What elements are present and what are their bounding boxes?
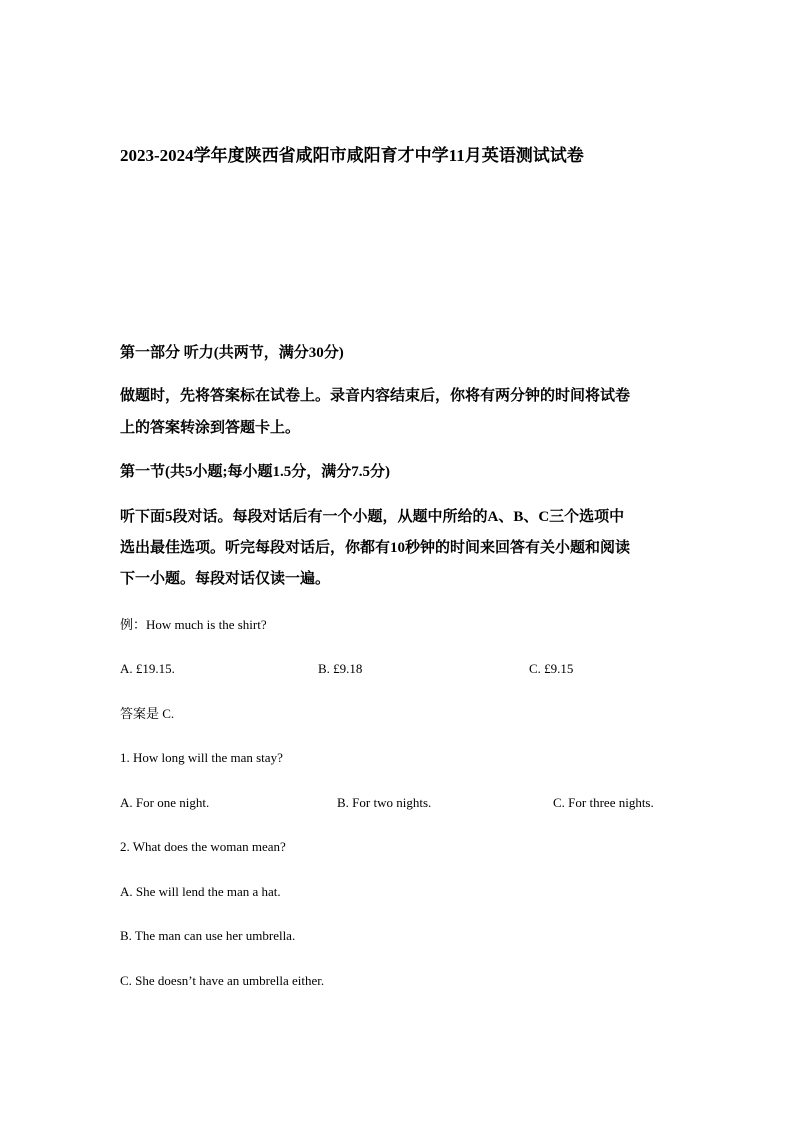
question-1-option-c: C. For three nights. [553, 795, 654, 810]
example-question: 例：How much is the shirt? [120, 617, 267, 632]
part1-instruction-line1: 做题时，先将答案标在试卷上。录音内容结束后，你将有两分钟的时间将试卷 [120, 388, 631, 404]
question-1-text: 1. How long will the man stay? [120, 750, 283, 765]
question-2-option-b: B. The man can use her umbrella. [120, 928, 296, 943]
section1-directions-line1: 听下面5段对话。每段对话后有一个小题，从题中所给的A、B、C三个选项中 [120, 509, 625, 525]
question-1-option-b: B. For two nights. [337, 795, 432, 810]
part1-heading: 第一部分 听力(共两节，满分30分) [120, 345, 344, 361]
question-2-option-a: A. She will lend the man a hat. [120, 884, 281, 899]
section1-directions-line2: 选出最佳选项。听完每段对话后，你都有10秒钟的时间来回答有关小题和阅读 [120, 540, 631, 556]
section1-heading: 第一节(共5小题;每小题1.5分，满分7.5分) [120, 464, 390, 480]
question-1-option-a: A. For one night. [120, 795, 210, 810]
section1-directions-line3: 下一小题。每段对话仅读一遍。 [120, 571, 331, 587]
example-option-a: A. £19.15. [120, 661, 175, 676]
example-answer: 答案是 C. [120, 706, 175, 721]
question-2-option-c: C. She doesn’t have an umbrella either. [120, 973, 325, 988]
page-title: 2023-2024学年度陕西省咸阳市咸阳育才中学11月英语测试试卷 [120, 146, 584, 165]
question-2-text: 2. What does the woman mean? [120, 839, 286, 854]
part1-instruction-line2: 上的答案转涂到答题卡上。 [120, 420, 301, 436]
example-option-b: B. £9.18 [318, 661, 363, 676]
example-option-c: C. £9.15 [529, 661, 574, 676]
